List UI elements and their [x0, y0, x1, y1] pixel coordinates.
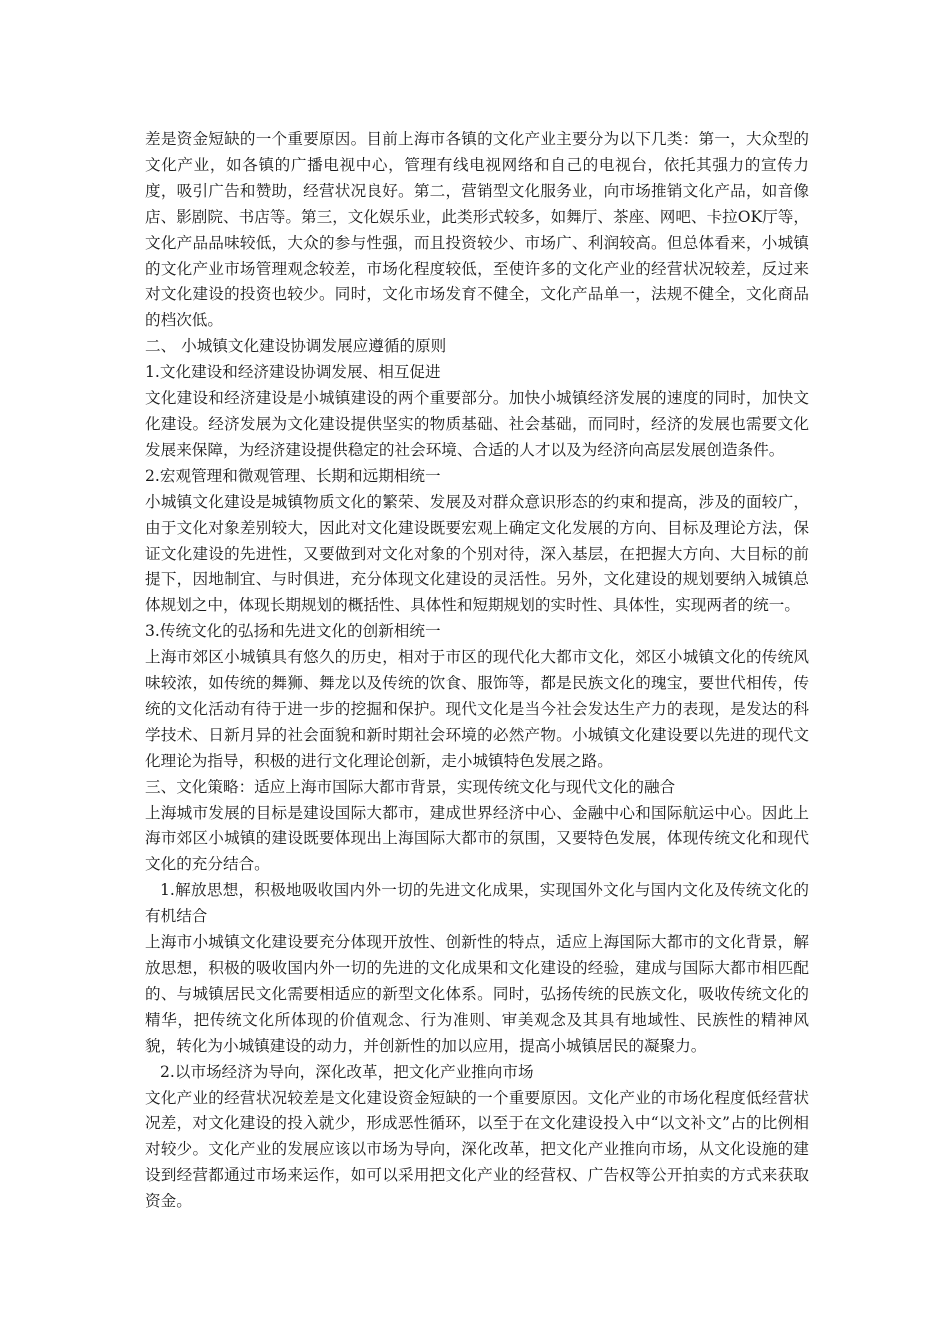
document-page	[145, 127, 809, 1215]
paragraph-2-3: 上海市郊区小城镇具有悠久的历史，相对于市区的现代化大都市文化，郊区小城镇文化的传统风味较浓，如传统的舞狮、舞龙以及传统的饮食、服饰等，都是民族文化的瑰宝，要世代相传，传统的文化活动有待于进一步的挖掘和保护。现代文化是当今社会发达生产力的表现，是发达的科学技术、日新月异的社会面貌和新时期社会环境的必然产物。小城镇文化建设要以先进的现代文化理论为指导，积极的进行文化理论创新，走小城镇特色发展之路。	[145, 648, 809, 770]
paragraph-3-intro: 上海城市发展的目标是建设国际大都市，建成世界经济中心、金融中心和国际航运中心。因此上海市郊区小城镇的建设既要体现出上海国际大都市的氛围，又要特色发展，体现传统文化和现代文化的充分结合。	[145, 803, 809, 874]
section-heading-2: 二、 小城镇文化建设协调发展应遵循的原则	[145, 337, 447, 356]
paragraph-2-2: 小城镇文化建设是城镇物质文化的繁荣、发展及对群众意识形态的约束和提高，涉及的面较广，由于文化对象差别较大，因此对文化建设既要宏观上确定文化发展的方向、目标及理论方法，保证文化建设的先进性，又要做到对文化对象的个别对待，深入基层，在把握大方向、大目标的前提下，因地制宜、与时俱进，充分体现文化建设的灵活性。另外，文化建设的规划要纳入城镇总体规划之中，体现长期规划的概括性、具体性和短期规划的实时性、具体性，实现两者的统一。	[145, 492, 809, 615]
subheading-3-1: 1.解放思想，积极地吸收国内外一切的先进文化成果，实现国外文化与国内文化及传统文化的有机结合	[145, 881, 809, 926]
subheading-3-2: 2.以市场经济为导向，深化改革，把文化产业推向市场	[160, 1062, 534, 1081]
paragraph-3-1: 上海市小城镇文化建设要充分体现开放性、创新性的特点，适应上海国际大都市的文化背景，解放思想，积极的吸收国内外一切的先进的文化成果和文化建设的经验，建成与国际大都市相匹配的、与城镇居民文化需要相适应的新型文化体系。同时，弘扬传统的民族文化，吸收传统文化的精华，把传统文化所体现的价值观念、行为准则、审美观念及其具有地域性、民族性的精神风貌，转化为小城镇建设的动力，并创新性的加以应用，提高小城镇居民的凝聚力。	[145, 933, 809, 1055]
section-heading-3: 三、文化策略：适应上海市国际大都市背景，实现传统文化与现代文化的融合	[145, 777, 676, 796]
subheading-2-1: 1.文化建设和经济建设协调发展、相互促进	[145, 363, 441, 382]
paragraph-intro-continued: 差是资金短缺的一个重要原因。目前上海市各镇的文化产业主要分为以下几类：第一，大众型的文化产业，如各镇的广播电视中心，管理有线电视网络和自己的电视台，依托其强力的宣传力度，吸引广告和赞助，经营状况良好。第二，营销型文化服务业，向市场推销文化产品，如音像店、影剧院、书店等。第三，文化娱乐业，此类形式较多，如舞厅、茶座、网吧、卡拉OK厅等，文化产品品味较低，大众的参与性强，而且投资较少、市场广、利润较高。但总体看来，小城镇的文化产业市场管理观念较差，市场化程度较低，至使许多的文化产业的经营状况较差，反过来对文化建设的投资也较少。同时，文化市场发育不健全，文化产品单一，法规不健全，文化商品的档次低。	[145, 130, 809, 330]
subheading-2-2: 2.宏观管理和微观管理、长期和远期相统一	[145, 466, 441, 485]
paragraph-3-2: 文化产业的经营状况较差是文化建设资金短缺的一个重要原因。文化产业的市场化程度低经营状况差，对文化建设的投入就少，形成恶性循环，以至于在文化建设投入中“以文补文”占的比例相对较少。文化产业的发展应该以市场为导向，深化改革，把文化产业推向市场，从文化设施的建设到经营都通过市场来运作，如可以采用把文化产业的经营权、广告权等公开拍卖的方式来获取资金。	[145, 1088, 809, 1211]
paragraph-2-1: 文化建设和经济建设是小城镇建设的两个重要部分。加快小城镇经济发展的速度的同时，加快文化建设。经济发展为文化建设提供坚实的物质基础、社会基础，而同时，经济的发展也需要文化发展来保障，为经济建设提供稳定的社会环境、合适的人才以及为经济向高层发展创造条件。	[145, 389, 809, 459]
subheading-2-3: 3.传统文化的弘扬和先进文化的创新相统一	[145, 622, 441, 641]
